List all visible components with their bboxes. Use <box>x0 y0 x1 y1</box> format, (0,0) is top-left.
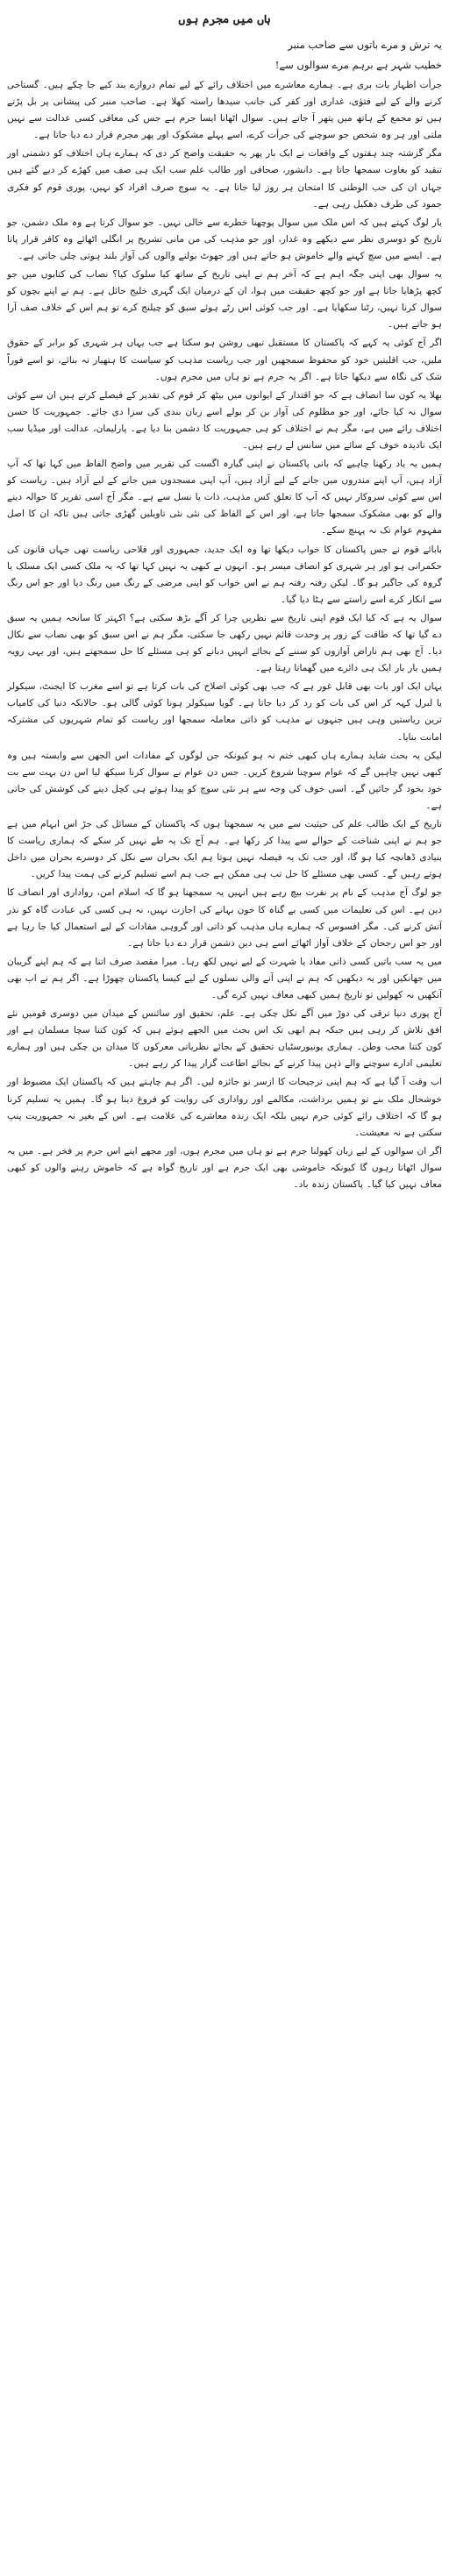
paragraph-11: لیکن یہ بحث شاید ہمارے ہاں کبھی ختم نہ ہو کیونکہ جن لوگوں کے مفادات اس الجھن سے وابستہ ہیں وہ کبھی نہیں چاہیں گے کہ عوام سوچنا شروع کریں۔ جس دن عوام نے سوال کرنا سیکھ لیا اس دن بہت سے بت خود بخود گر جائیں گے۔ اسی خوف کی وجہ سے ہر نئی سوچ کو پیدا ہوتے ہی کچل دینے کی کوشش کی جاتی ہے۔ <box>7 750 442 811</box>
article-title: ہاں میں مجرم ہوں <box>178 13 271 26</box>
paragraph-4: یہ سوال بھی اپنی جگہ اہم ہے کہ آخر ہم نے اپنی تاریخ کے ساتھ کیا سلوک کیا؟ نصاب کی کتابوں میں جو کچھ پڑھایا جاتا ہے اور جو کچھ حقیقت میں ہوا، ان کے درمیان ایک گہری خلیج حائل ہے۔ ہم نے اپنے بچوں کو سوال کرنا نہیں، رٹنا سکھایا ہے۔ اور جب کوئی اس رٹے ہوئے سبق کو چیلنج کرے تو ہم اس کے خلاف صف آرا ہو جاتے ہیں۔ <box>7 269 442 331</box>
paragraph-9: سوال یہ ہے کہ کیا ایک قوم اپنی تاریخ سے نظریں چرا کر آگے بڑھ سکتی ہے؟ اکہتر کا سانحہ ہمیں یہ سبق دے گیا تھا کہ طاقت کے زور پر وحدت قائم نہیں رکھی جا سکتی، مگر ہم نے اس سبق کو بھی نصاب سے نکال دیا۔ آج بھی ہم ناراض آوازوں کو سننے کے بجائے انہیں دبانے کو ہی مسئلے کا حل سمجھتے ہیں، اور یہی رویہ ہمیں بار بار ایک ہی دائرے میں گھماتا رہتا ہے۔ <box>7 612 442 674</box>
paragraph-3: یار لوگ کہتے ہیں کہ اس ملک میں سوال پوچھنا خطرے سے خالی نہیں۔ جو سوال کرتا ہے وہ ملک دشمن، جو تاریخ کو دوسری نظر سے دیکھے وہ غدار، اور جو مذہب کی من مانی تشریح پر انگلی اٹھائے وہ کافر قرار پاتا ہے۔ ایسے میں سچ کہنے والے خاموش ہو جاتے ہیں اور جھوٹ بولنے والوں کی آواز بلند ہوتی چلی جاتی ہے۔ <box>7 217 442 261</box>
paragraph-13: جو لوگ آج مذہب کے نام پر نفرت بیچ رہے ہیں انہیں یہ سمجھنا ہو گا کہ اسلام امن، رواداری اور انصاف کا دین ہے۔ اس کی تعلیمات میں کسی بے گناہ کا خون بہانے کی اجازت نہیں، نہ ہی کسی کی عبادت گاہ کو نذر آتش کرنے کی۔ مگر افسوس کہ ہمارے ہاں مذہب کو ذاتی اور گروہی مفادات کے لیے استعمال کیا جا رہا ہے اور جو اس رجحان کے خلاف آواز اٹھائے اسے ہی دین دشمن قرار دے دیا جاتا ہے۔ <box>7 887 442 949</box>
paragraph-6: بھلا یہ کون سا انصاف ہے کہ جو اقتدار کے ایوانوں میں بیٹھ کر قوم کی تقدیر کے فیصلے کرتے ہیں ان سے کوئی سوال نہ کیا جائے، اور جو مظلوم کی آواز بن کر بولے اسے زبان بندی کی سزا دی جائے۔ جمہوریت کا حسن اختلاف رائے میں ہے، مگر ہم نے اختلاف کو ہی جمہوریت کا دشمن بنا دیا ہے۔ پارلیمان، عدالت اور میڈیا سب ایک نادیدہ خوف کے سائے میں سانس لے رہے ہیں۔ <box>7 389 442 451</box>
paragraph-8: بابائے قوم نے جس پاکستان کا خواب دیکھا تھا وہ ایک جدید، جمہوری اور فلاحی ریاست تھی جہاں قانون کی حکمرانی ہو اور ہر شہری کو انصاف میسر ہو۔ انہوں نے کبھی یہ نہیں کہا تھا کہ یہ ملک کسی ایک مسلک یا گروہ کی جاگیر ہو گا۔ لیکن رفتہ رفتہ ہم نے اس خواب کو اپنی مرضی کے رنگ میں رنگ دیا اور جو اس رنگ سے انکار کرے اسے راستے سے ہٹا دیا گیا۔ <box>7 544 442 605</box>
paragraph-15: آج پوری دنیا ترقی کی دوڑ میں آگے نکل چکی ہے۔ علم، تحقیق اور سائنس کے میدان میں دوسری قومیں نئے افق تلاش کر رہی ہیں جبکہ ہم ابھی تک اس بحث میں الجھے ہوئے ہیں کہ کون کتنا سچا مسلمان ہے اور کون کتنا محب وطن۔ ہماری یونیورسٹیاں تحقیق کے بجائے نظریاتی معرکوں کا میدان بن چکی ہیں اور ہمارے تعلیمی ادارے سوچنے والے ذہن پیدا کرنے کے بجائے اطاعت گزار پیدا کر رہے ہیں۔ <box>7 1008 442 1070</box>
intro-couplet <box>7 37 442 74</box>
paragraph-1: جرأت اظہار بات بری ہے۔ ہمارے معاشرے میں اختلاف رائے کے لیے تمام دروازے بند کیے جا چکے ہیں۔ گستاخی کرنے والے کے لیے فتوٰی، غداری اور کفر کی جانب سیدھا راستہ کھلا ہے۔ صاحب منبر کی پیشانی پر بل پڑتے ہیں تو مجمع کے ہاتھ میں پتھر آ جاتے ہیں۔ سوال اٹھانا ایسا جرم ہے جس کی معافی کسی عدالت سے نہیں ملتی اور ہر وہ شخص جو سوچنے کی جرأت کرے، اسے پہلے مشکوک اور پھر مجرم قرار دے دیا جاتا ہے۔ <box>7 80 442 141</box>
article-body <box>7 77 442 1193</box>
paragraph-2: مگر گزشتہ چند ہفتوں کے واقعات نے ایک بار پھر یہ حقیقت واضح کر دی کہ ہمارے ہاں اختلاف کو دشمنی اور تنقید کو بغاوت سمجھا جاتا ہے۔ دانشور، صحافی اور طالب علم سب ایک ہی صف میں کھڑے کر دیے گئے ہیں جہاں ان کی حب الوطنی کا امتحان ہر روز لیا جاتا ہے۔ یہ سوچ صرف افراد کو نہیں، پوری قوم کو فکری جمود کی طرف دھکیل رہی ہے۔ <box>7 148 442 210</box>
paragraph-7: ہمیں یہ یاد رکھنا چاہیے کہ بانی پاکستان نے اپنی گیارہ اگست کی تقریر میں واضح الفاظ میں کہا تھا کہ آپ آزاد ہیں، آپ اپنے مندروں میں جانے کے لیے آزاد ہیں، آپ اپنی مسجدوں میں جانے کے لیے آزاد ہیں۔ ریاست کو اس سے کوئی سروکار نہیں کہ آپ کا تعلق کس مذہب، ذات یا نسل سے ہے۔ مگر آج اسی تقریر کا حوالہ دینے والے کو بھی مشکوک سمجھا جاتا ہے، اور اس کے الفاظ کی نئی نئی تاویلیں گھڑی جاتی ہیں تاکہ ان کا اصل مفہوم عوام تک نہ پہنچ سکے۔ <box>7 459 442 537</box>
paragraph-17: اگر ان سوالوں کے لیے زبان کھولنا جرم ہے تو ہاں میں مجرم ہوں، اور مجھے اپنے اس جرم پر فخر ہے۔ میں یہ سوال اٹھاتا رہوں گا کیونکہ خاموشی بھی ایک جرم ہے اور تاریخ گواہ ہے کہ خاموش رہنے والوں کو کبھی معاف نہیں کیا گیا۔ پاکستان زندہ باد۔ <box>7 1145 442 1190</box>
paragraph-16: اب وقت آ گیا ہے کہ ہم اپنی ترجیحات کا ازسر نو جائزہ لیں۔ اگر ہم چاہتے ہیں کہ پاکستان ایک مضبوط اور خوشحال ملک بنے تو ہمیں برداشت، مکالمے اور رواداری کی روایت کو فروغ دینا ہو گا۔ ہمیں یہ تسلیم کرنا ہو گا کہ اختلاف رائے کوئی جرم نہیں بلکہ ایک زندہ معاشرے کی علامت ہے۔ اس کے بغیر نہ جمہوریت پنپ سکتی ہے نہ معیشت۔ <box>7 1077 442 1138</box>
intro-line-2: خطیب شہر ہے برہم مرے سوالوں سے! <box>274 59 442 71</box>
paragraph-10: یہاں ایک اور بات بھی قابل غور ہے کہ جب بھی کوئی اصلاح کی بات کرتا ہے تو اسے مغرب کا ایجنٹ، سیکولر یا لبرل کہہ کر اس کی بات کو رد کر دیا جاتا ہے۔ گویا سیکولر ہونا کوئی گالی ہو۔ حالانکہ دنیا کی کامیاب ترین ریاستیں وہی ہیں جنہوں نے مذہب کو ذاتی معاملہ سمجھا اور ریاست کو تمام شہریوں کی مشترکہ امانت بنایا۔ <box>7 681 442 743</box>
paragraph-12: تاریخ کے ایک طالب علم کی حیثیت سے میں یہ سمجھتا ہوں کہ پاکستان کے مسائل کی جڑ اس ابہام میں ہے جو ہم نے اپنی شناخت کے حوالے سے پیدا کر رکھا ہے۔ ہم آج تک یہ طے نہیں کر سکے کہ ہماری ریاست کا بنیادی ڈھانچہ کیا ہو گا، اور جب تک یہ فیصلہ نہیں ہوتا ہم ایک بحران سے نکل کر دوسرے بحران میں داخل ہوتے رہیں گے۔ کسی بھی مسئلے کا حل تب ہی ممکن ہے جب ہم اسے تسلیم کرنے کی ہمت پیدا کریں۔ <box>7 819 442 880</box>
paragraph-5: اگر آج کوئی یہ کہے کہ پاکستان کا مستقبل تبھی روشن ہو سکتا ہے جب یہاں ہر شہری کو برابر کے حقوق ملیں، جب اقلیتیں خود کو محفوظ سمجھیں اور جب ریاست مذہب کو سیاست کا ہتھیار نہ بنائے، تو اسے فوراً شک کی نگاہ سے دیکھا جاتا ہے۔ اگر یہ جرم ہے تو ہاں میں مجرم ہوں۔ <box>7 338 442 382</box>
intro-line-1: یہ ترش و مرے باتوں سے صاحب منبر <box>288 39 442 51</box>
paragraph-14: میں یہ سب باتیں کسی ذاتی مفاد یا شہرت کے لیے نہیں لکھ رہا۔ میرا مقصد صرف اتنا ہے کہ ہم اپنے گریبان میں جھانکیں اور یہ دیکھیں کہ ہم نے اپنی آنے والی نسلوں کے لیے کیسا پاکستان چھوڑا ہے۔ اگر ہم نے اب بھی آنکھیں نہ کھولیں تو تاریخ ہمیں کبھی معاف نہیں کرے گی۔ <box>7 956 442 1000</box>
